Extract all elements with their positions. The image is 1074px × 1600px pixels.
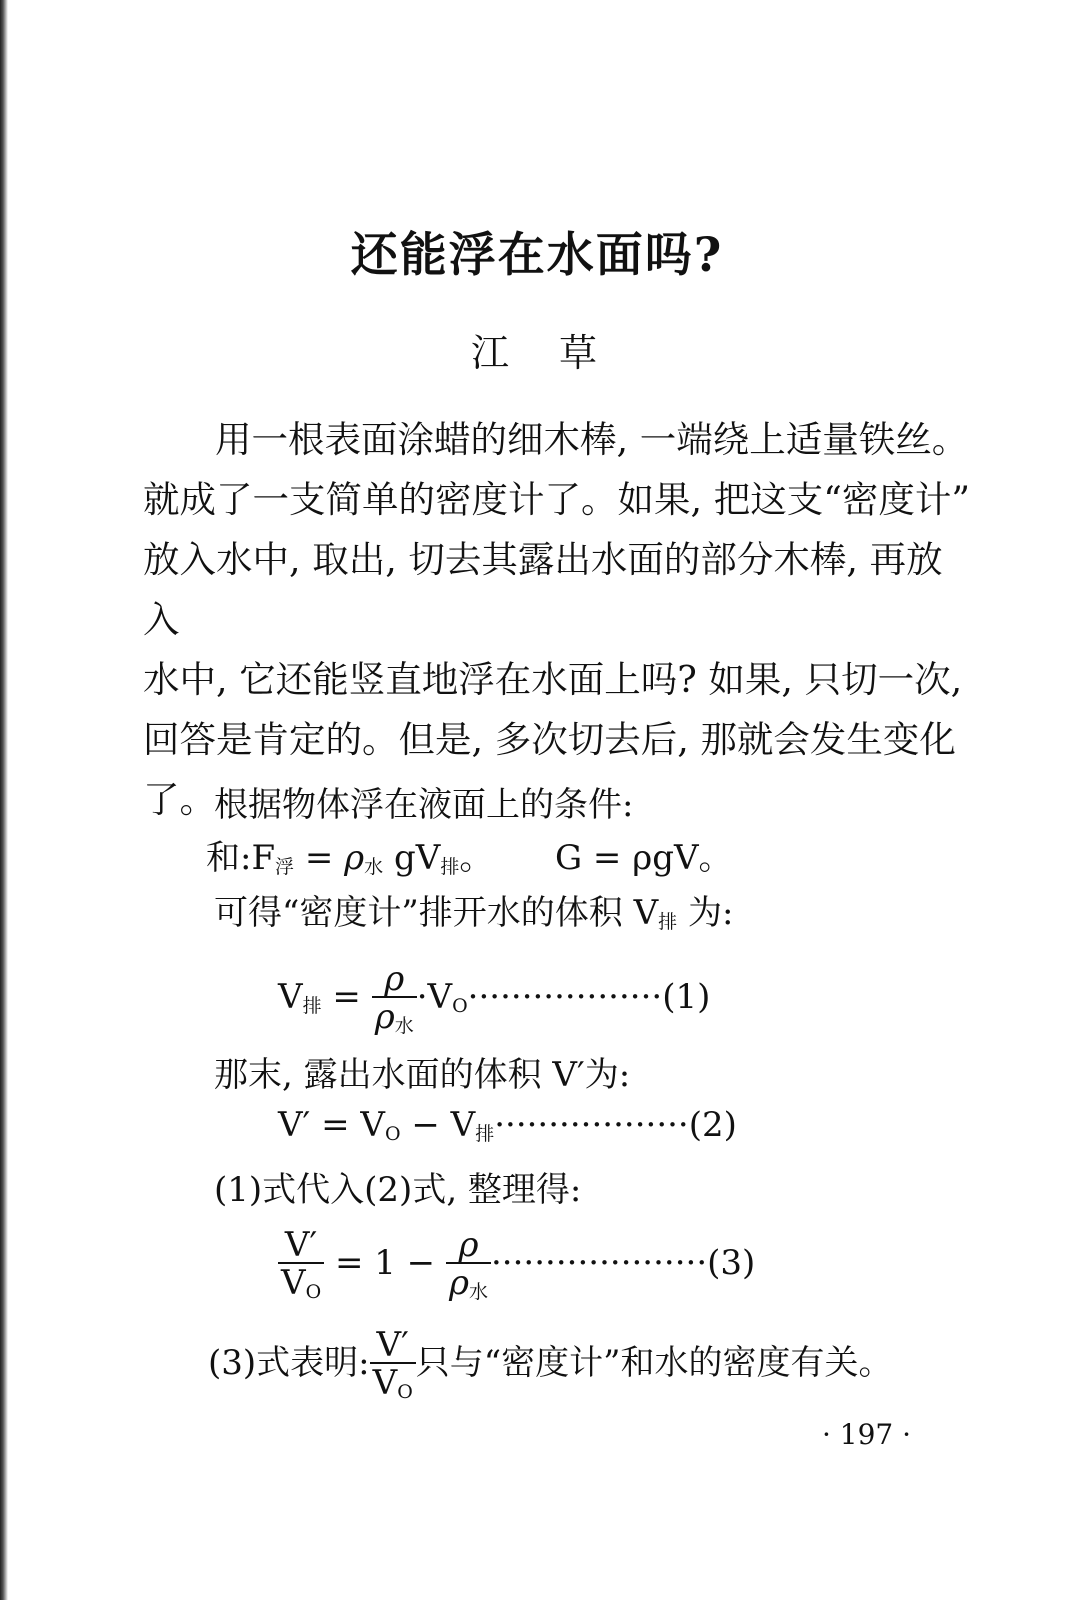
eq-text: ·V [416, 977, 453, 1017]
volume-intro-text: 可得“密度计”排开水的体积 V [214, 893, 659, 933]
equation-2 [278, 1105, 737, 1146]
subscript: O [397, 1381, 413, 1403]
volume-intro-suffix: 为: [677, 893, 734, 933]
eq-text: − V [400, 1105, 476, 1145]
formula-text: 。 [459, 838, 494, 878]
subscript: 排 [440, 856, 460, 878]
fraction-numerator: ρ [372, 962, 417, 998]
paragraph-line: 回答是肯定的。但是, 多次切去后, 那就会发生变化 [143, 718, 956, 761]
eq-text: ρ [448, 1263, 469, 1303]
paragraph-line: 就成了一支简单的密度计了。如果, 把这支“密度计” [143, 478, 971, 521]
density-fraction [446, 1225, 491, 1303]
article-author: 江 草 [470, 331, 603, 375]
fraction-denominator [278, 1264, 324, 1302]
eq-text: V [281, 1263, 306, 1303]
subscript: 排 [658, 911, 678, 933]
subscript: O [384, 1123, 401, 1145]
subscript: O [305, 1281, 322, 1303]
paragraph-line: 了。 [143, 778, 216, 821]
eq-text: = 1 − [324, 1243, 446, 1283]
formula-prefix: 和:F [206, 838, 276, 878]
equation-number: ····················(3) [491, 1243, 756, 1283]
volume-ratio-fraction [278, 1225, 324, 1303]
conclusion-prefix: (3)式表明: [208, 1343, 370, 1383]
buoyancy-formula-line [206, 830, 733, 879]
intro-paragraph [143, 410, 973, 830]
equation-number: ··················(2) [494, 1105, 737, 1145]
formula-text: = ρ [294, 838, 365, 878]
subscript: O [452, 995, 468, 1017]
paragraph-line: 用一根表面涂蜡的细木棒, 一端绕上适量铁丝。 [215, 418, 969, 461]
fraction-numerator: V′ [370, 1328, 416, 1364]
condition-line: 根据物体浮在液面上的条件: [214, 785, 634, 825]
density-fraction [372, 959, 417, 1037]
equation-1 [278, 959, 711, 1037]
eq-text: ρ [374, 997, 395, 1037]
eq-text: V [372, 1363, 398, 1403]
fraction-denominator [370, 1364, 416, 1402]
subscript: 浮 [275, 856, 295, 878]
conclusion-line [208, 1325, 893, 1403]
gravity-formula: G = ρgV。 [554, 838, 733, 878]
subscript: 水 [364, 856, 384, 878]
fraction-numerator: ρ [446, 1228, 491, 1264]
eq-text: V′ = V [278, 1105, 385, 1145]
paragraph-line: 水中, 它还能竖直地浮在水面上吗? 如果, 只切一次, [143, 658, 963, 701]
subscript: 排 [475, 1123, 495, 1145]
page-number: · 197 · [822, 1418, 912, 1451]
volume-intro-line [214, 885, 733, 934]
eq-text: V [278, 977, 303, 1017]
subscript: 水 [394, 1015, 414, 1037]
volume-ratio-fraction [370, 1325, 416, 1403]
subscript: 排 [302, 995, 322, 1017]
fraction-denominator [372, 998, 417, 1036]
formula-text: gV [383, 838, 441, 878]
fraction-numerator: V′ [278, 1228, 324, 1264]
exposed-intro-line: 那末, 露出水面的体积 V′为: [214, 1055, 631, 1095]
paragraph-line: 放入水中, 取出, 切去其露出水面的部分木棒, 再放入 [143, 538, 943, 641]
equation-number: ··················(1) [467, 977, 711, 1017]
equation-3 [278, 1225, 756, 1303]
substitute-line: (1)式代入(2)式, 整理得: [214, 1170, 582, 1210]
subscript: 水 [468, 1281, 488, 1303]
article-title: 还能浮在水面吗? [350, 228, 724, 283]
conclusion-suffix: 只与“密度计”和水的密度有关。 [415, 1343, 893, 1383]
fraction-denominator [446, 1264, 491, 1302]
eq-text: = [321, 977, 372, 1017]
